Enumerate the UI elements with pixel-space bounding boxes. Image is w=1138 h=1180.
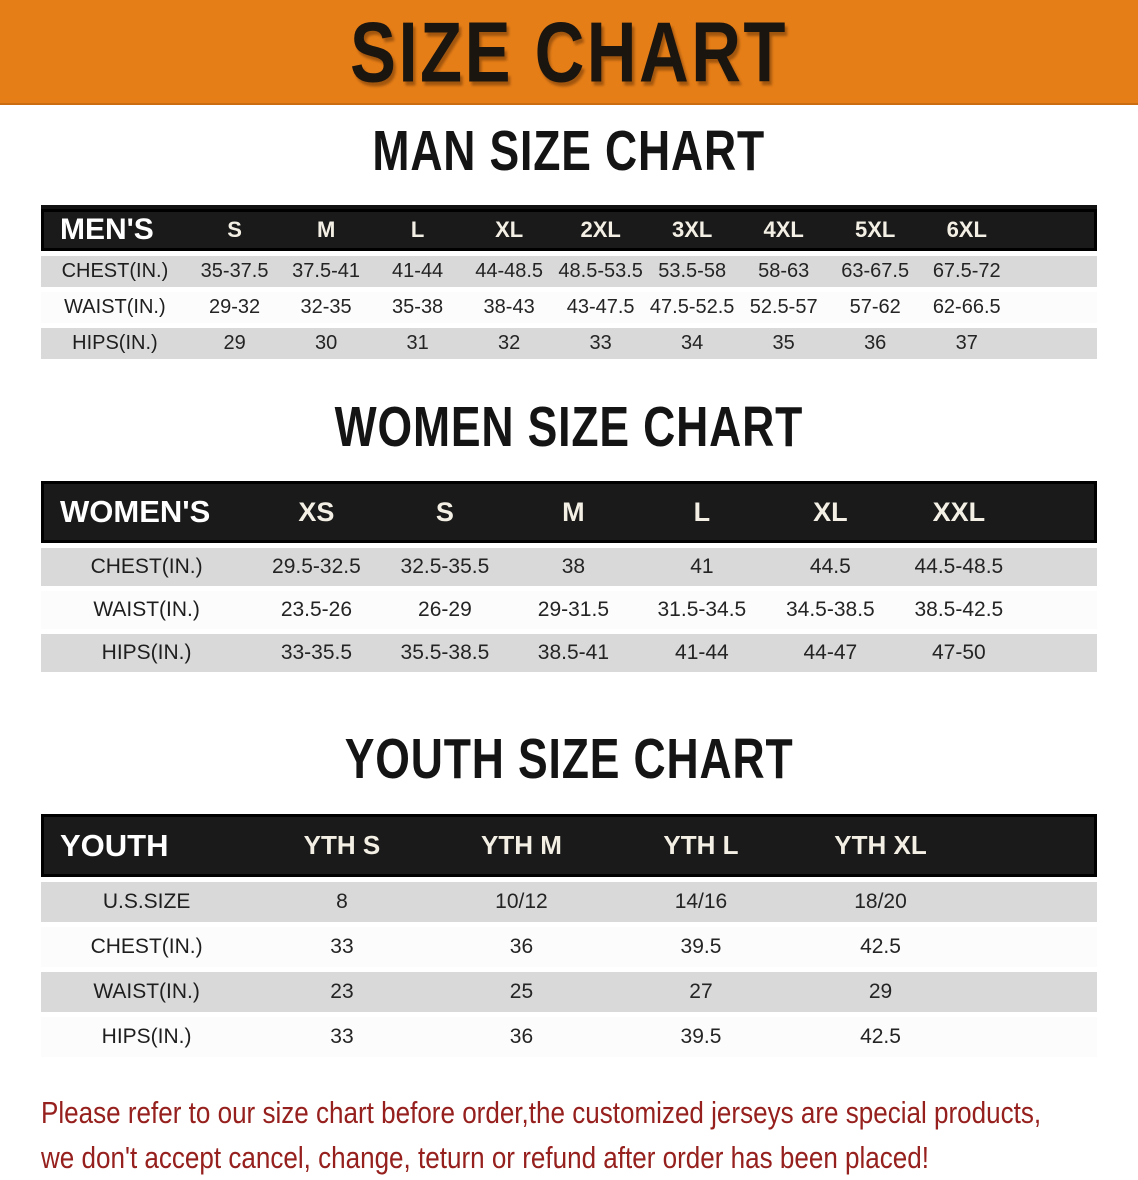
measurement-value: 39.5 xyxy=(611,1017,791,1057)
measurement-label: CHEST(IN.) xyxy=(41,256,189,287)
measurement-value: 41-44 xyxy=(638,634,766,672)
size-column-header: YTH S xyxy=(252,814,432,877)
measurement-value: 31 xyxy=(372,328,464,359)
measurement-value: 23 xyxy=(252,972,432,1012)
measurement-value: 23.5-26 xyxy=(252,591,380,629)
row-spacer xyxy=(1013,292,1097,323)
youth-section-title-text: YOUTH SIZE CHART xyxy=(344,728,794,791)
measurement-value: 38.5-41 xyxy=(509,634,637,672)
size-column-header: XXL xyxy=(895,481,1023,543)
table-group-label: MEN'S xyxy=(41,209,189,251)
measurement-value: 62-66.5 xyxy=(921,292,1013,323)
measurement-value: 33 xyxy=(555,328,647,359)
measurement-label: HIPS(IN.) xyxy=(41,634,252,672)
size-column-header: S xyxy=(381,481,509,543)
measurement-value: 41 xyxy=(638,548,766,586)
row-spacer xyxy=(970,1017,1097,1057)
measurement-value: 27 xyxy=(611,972,791,1012)
measurement-value: 44.5-48.5 xyxy=(895,548,1023,586)
table-group-label: WOMEN'S xyxy=(41,481,252,543)
measurement-value: 38.5-42.5 xyxy=(895,591,1023,629)
measurement-value: 36 xyxy=(829,328,921,359)
measurement-value: 53.5-58 xyxy=(646,256,738,287)
measurement-value: 33 xyxy=(252,1017,432,1057)
disclaimer xyxy=(41,1090,1118,1180)
measurement-value: 31.5-34.5 xyxy=(638,591,766,629)
size-column-header: L xyxy=(372,209,464,251)
measurement-value: 14/16 xyxy=(611,882,791,922)
women-section-title-text: WOMEN SIZE CHART xyxy=(334,396,804,459)
measurement-value: 36 xyxy=(432,1017,612,1057)
measurement-value: 47.5-52.5 xyxy=(646,292,738,323)
disclaimer-line-1: Please refer to our size chart before order,the customized jerseys are special products, xyxy=(41,1095,1042,1130)
measurement-value: 42.5 xyxy=(791,1017,971,1057)
measurement-value: 44-47 xyxy=(766,634,894,672)
measurement-value: 30 xyxy=(280,328,372,359)
measurement-row xyxy=(41,548,1097,586)
header-spacer xyxy=(1013,209,1097,251)
size-column-header: YTH XL xyxy=(791,814,971,877)
measurement-value: 29-32 xyxy=(189,292,281,323)
size-column-header: YTH M xyxy=(432,814,612,877)
row-spacer xyxy=(1013,256,1097,287)
size-column-header: XL xyxy=(766,481,894,543)
measurement-row xyxy=(41,292,1097,323)
measurement-label: WAIST(IN.) xyxy=(41,292,189,323)
measurement-label: HIPS(IN.) xyxy=(41,328,189,359)
youth-size-table xyxy=(41,809,1097,1062)
measurement-value: 32-35 xyxy=(280,292,372,323)
men-table-wrap xyxy=(41,205,1097,364)
measurement-label: U.S.SIZE xyxy=(41,882,252,922)
size-column-header: L xyxy=(638,481,766,543)
measurement-value: 35 xyxy=(738,328,830,359)
women-table-wrap xyxy=(41,476,1097,677)
measurement-row xyxy=(41,634,1097,672)
banner xyxy=(0,0,1138,105)
table-group-label: YOUTH xyxy=(41,814,252,877)
measurement-value: 39.5 xyxy=(611,927,791,967)
row-spacer xyxy=(1023,548,1097,586)
size-column-header: 6XL xyxy=(921,209,1013,251)
measurement-row xyxy=(41,1017,1097,1057)
size-column-header: M xyxy=(280,209,372,251)
women-section-title xyxy=(0,396,1138,467)
measurement-row xyxy=(41,882,1097,922)
measurement-value: 32.5-35.5 xyxy=(381,548,509,586)
measurement-value: 8 xyxy=(252,882,432,922)
measurement-label: HIPS(IN.) xyxy=(41,1017,252,1057)
size-column-header: S xyxy=(189,209,281,251)
size-column-header: 4XL xyxy=(738,209,830,251)
women-size-table xyxy=(41,476,1097,677)
measurement-value: 36 xyxy=(432,927,612,967)
measurement-label: CHEST(IN.) xyxy=(41,548,252,586)
row-spacer xyxy=(1023,634,1097,672)
row-spacer xyxy=(970,927,1097,967)
page-title: SIZE CHART xyxy=(350,3,788,100)
measurement-value: 52.5-57 xyxy=(738,292,830,323)
measurement-row xyxy=(41,927,1097,967)
measurement-value: 34.5-38.5 xyxy=(766,591,894,629)
size-column-header: XL xyxy=(463,209,555,251)
measurement-value: 33 xyxy=(252,927,432,967)
measurement-value: 63-67.5 xyxy=(829,256,921,287)
size-column-header: YTH L xyxy=(611,814,791,877)
measurement-value: 38 xyxy=(509,548,637,586)
size-header-row xyxy=(41,814,1097,877)
measurement-value: 44.5 xyxy=(766,548,894,586)
size-header-row xyxy=(41,481,1097,543)
measurement-row xyxy=(41,328,1097,359)
measurement-value: 33-35.5 xyxy=(252,634,380,672)
men-section-title-text: MAN SIZE CHART xyxy=(372,120,766,183)
measurement-row xyxy=(41,256,1097,287)
measurement-value: 35.5-38.5 xyxy=(381,634,509,672)
measurement-value: 35-37.5 xyxy=(189,256,281,287)
measurement-value: 44-48.5 xyxy=(463,256,555,287)
measurement-value: 58-63 xyxy=(738,256,830,287)
row-spacer xyxy=(1013,328,1097,359)
measurement-value: 41-44 xyxy=(372,256,464,287)
measurement-value: 29 xyxy=(791,972,971,1012)
measurement-value: 10/12 xyxy=(432,882,612,922)
youth-section-title xyxy=(0,728,1138,799)
header-spacer xyxy=(1023,481,1097,543)
measurement-value: 32 xyxy=(463,328,555,359)
measurement-label: WAIST(IN.) xyxy=(41,591,252,629)
measurement-value: 26-29 xyxy=(381,591,509,629)
measurement-label: WAIST(IN.) xyxy=(41,972,252,1012)
size-column-header: XS xyxy=(252,481,380,543)
measurement-value: 42.5 xyxy=(791,927,971,967)
size-column-header: 3XL xyxy=(646,209,738,251)
measurement-label: CHEST(IN.) xyxy=(41,927,252,967)
disclaimer-line-2: we don't accept cancel, change, teturn or refund after order has been placed! xyxy=(41,1140,930,1175)
measurement-value: 34 xyxy=(646,328,738,359)
measurement-value: 57-62 xyxy=(829,292,921,323)
measurement-value: 35-38 xyxy=(372,292,464,323)
size-column-header: M xyxy=(509,481,637,543)
measurement-row xyxy=(41,972,1097,1012)
row-spacer xyxy=(970,972,1097,1012)
measurement-value: 25 xyxy=(432,972,612,1012)
size-header-row xyxy=(41,209,1097,251)
measurement-value: 29 xyxy=(189,328,281,359)
measurement-value: 18/20 xyxy=(791,882,971,922)
measurement-value: 67.5-72 xyxy=(921,256,1013,287)
measurement-value: 37.5-41 xyxy=(280,256,372,287)
measurement-value: 29-31.5 xyxy=(509,591,637,629)
row-spacer xyxy=(970,882,1097,922)
measurement-value: 47-50 xyxy=(895,634,1023,672)
size-column-header: 5XL xyxy=(829,209,921,251)
row-spacer xyxy=(1023,591,1097,629)
measurement-value: 38-43 xyxy=(463,292,555,323)
measurement-row xyxy=(41,591,1097,629)
men-section-title xyxy=(0,120,1138,191)
header-spacer xyxy=(970,814,1097,877)
measurement-value: 43-47.5 xyxy=(555,292,647,323)
measurement-value: 48.5-53.5 xyxy=(555,256,647,287)
measurement-value: 29.5-32.5 xyxy=(252,548,380,586)
men-size-table xyxy=(41,204,1097,364)
size-column-header: 2XL xyxy=(555,209,647,251)
measurement-value: 37 xyxy=(921,328,1013,359)
youth-table-wrap xyxy=(41,809,1097,1062)
